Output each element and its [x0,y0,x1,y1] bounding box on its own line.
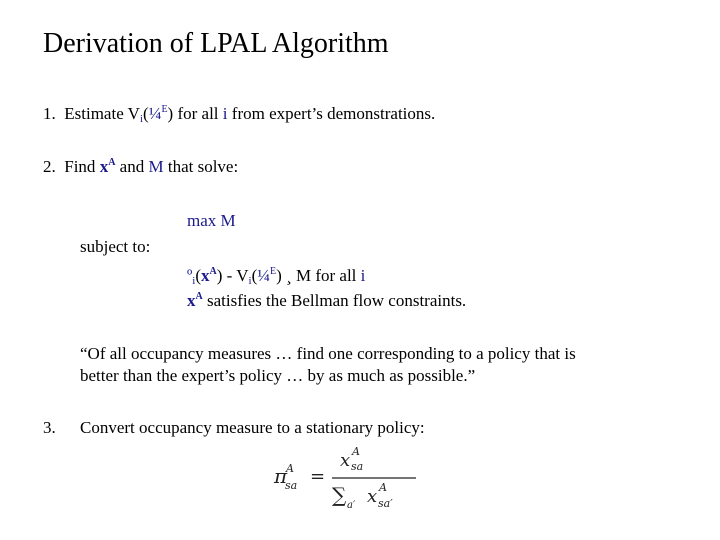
formula-num-sup: A [352,445,360,458]
constraint-1-index-i: i [360,266,366,285]
constraint-1-mu: ¼ [257,266,271,285]
constraint-2-x: x [187,291,196,310]
constraint-1-sub-i-2: i [248,275,252,287]
formula-pi-sup: A [286,462,294,475]
formula-pi-sub: sa [285,479,298,492]
step-2-sup-a: A [108,157,116,168]
page-title: Derivation of LPAL Algorithm [43,28,389,59]
lp-objective: max M [187,211,236,230]
constraint-1-sub-i: i [192,275,196,287]
step-1-sup-e: E [161,104,168,115]
constraint-1-end: ) ¸ M for all [276,266,361,285]
step-2-text-pre: Find [64,157,100,176]
formula-pi: π [274,464,288,488]
step-1-text-post: from expert’s demonstrations. [227,104,436,123]
constraint-1-minus-v: ) - V [216,266,249,285]
step-1-mu: ¼ [148,104,162,123]
lp-subject-to: subject to: [80,237,151,256]
step-2-text-post: that solve: [163,157,239,176]
constraint-2-sup-a: A [195,291,203,302]
step-3-text: Convert occupancy measure to a stationary policy: [80,418,425,437]
step-1 [43,104,435,125]
formula-den-sub: sa′ [378,497,393,510]
formula-den-sup: A [379,481,387,494]
formula-sum-sub: a′ [347,500,356,511]
step-2-m: M [148,157,164,176]
constraint-1-sup-e: E [270,266,277,277]
step-3-number: 3. [43,418,56,437]
step-2-number: 2. [43,157,56,176]
step-2-x: x [99,157,109,176]
lp-constraint-1 [187,266,365,287]
formula-equals: = [310,466,326,487]
lp-constraint-2 [187,291,466,311]
formula-num-x: x [340,450,351,471]
step-2 [43,157,238,177]
step-1-text-mid: for all [173,104,223,123]
step-1-index-i: i [222,104,228,123]
constraint-2-text: satisfies the Bellman flow constraints. [202,291,467,310]
step-1-paren-open: ( [143,104,149,123]
constraint-1-lead: º [187,266,193,285]
step-2-and: and [115,157,149,176]
step-1-paren-close: ) [167,104,174,123]
step-1-text-pre: Estimate V [64,104,140,123]
quote-line-1: “Of all occupancy measures … find one corresponding to a policy that is [80,344,576,363]
step-1-number: 1. [43,104,56,123]
formula-sum: ∑ [332,483,347,507]
constraint-1-paren-2: ( [251,266,258,285]
formula-den-x: x [367,486,378,507]
formula-num-sub: sa [351,460,364,473]
constraint-1-x: x [201,266,210,285]
quote-line-2: better than the expert’s policy … by as much as possible.” [80,366,476,385]
constraint-1-paren: ( [195,266,202,285]
step-1-subscript-i: i [139,113,144,125]
constraint-1-sup-a: A [209,266,217,277]
policy-formula [270,442,430,512]
